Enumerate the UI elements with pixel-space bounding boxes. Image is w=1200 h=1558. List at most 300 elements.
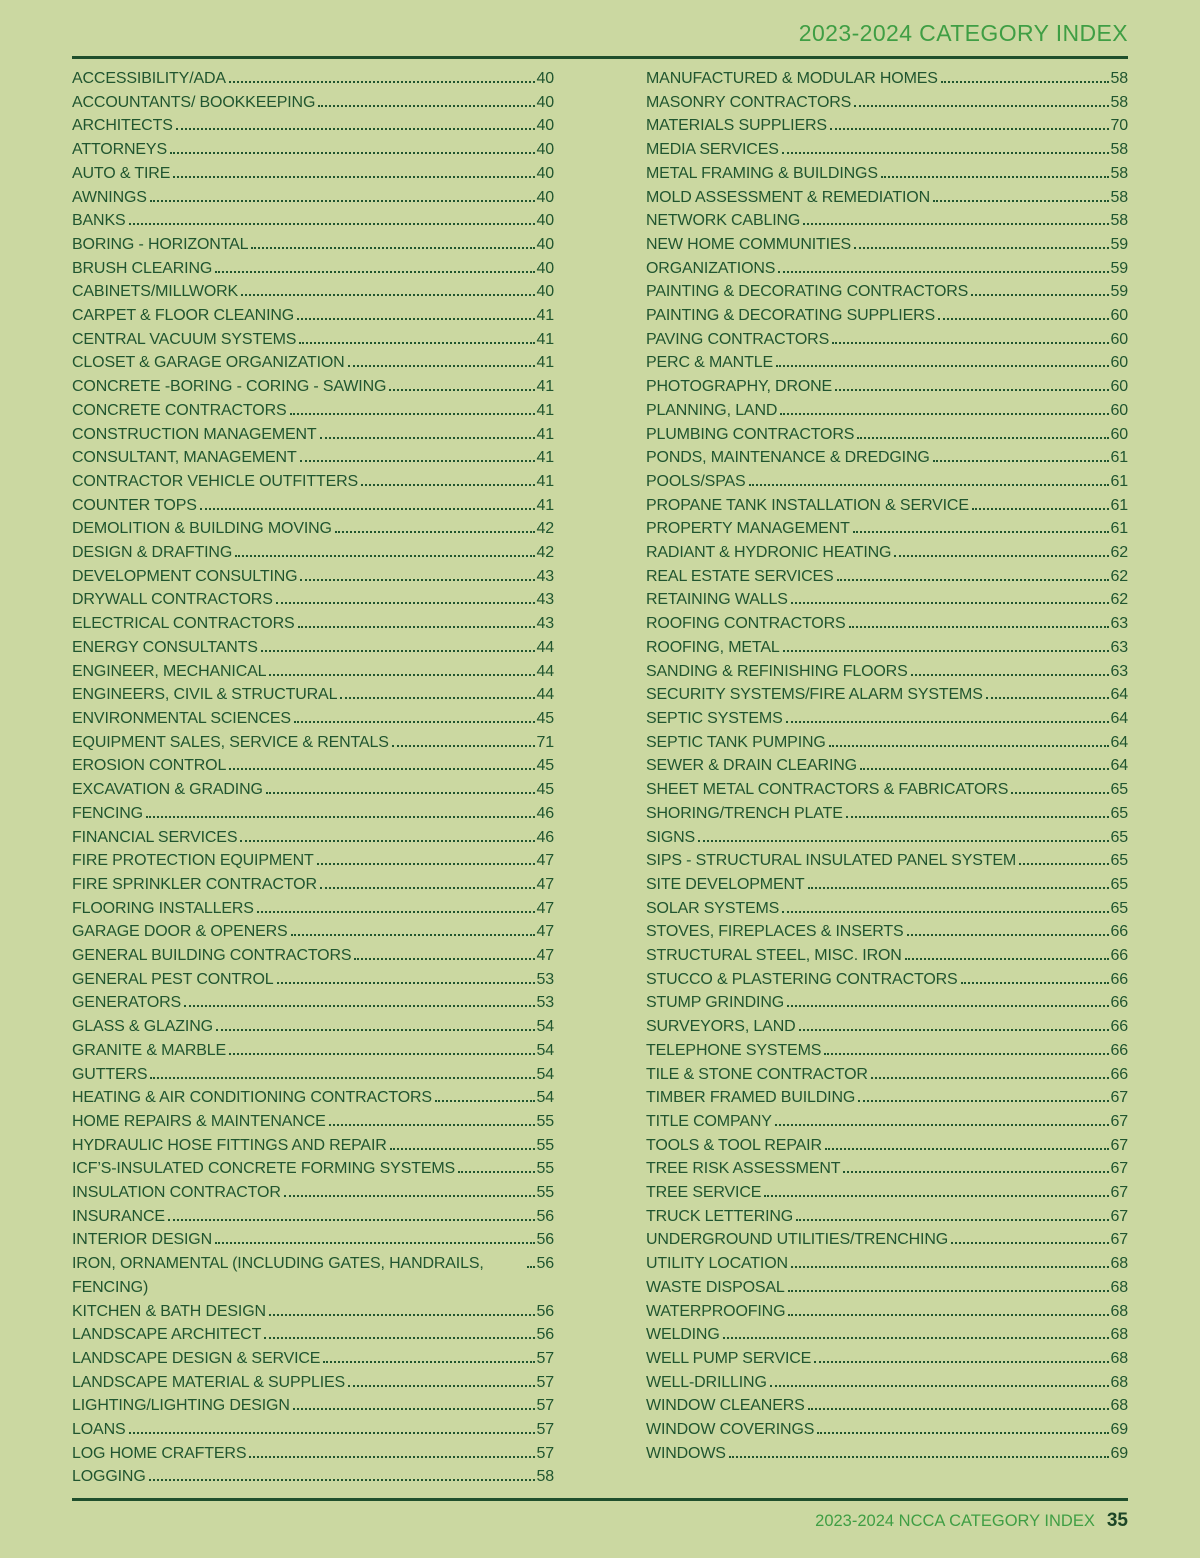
leader-dots <box>240 840 534 842</box>
index-entry <box>72 91 554 115</box>
leader-dots <box>257 911 535 913</box>
leader-dots <box>853 531 1109 533</box>
entry-label: ROOFING CONTRACTORS <box>646 615 846 633</box>
leader-dots <box>971 294 1108 296</box>
index-entry <box>72 588 554 612</box>
entry-page-number: 55 <box>536 1184 554 1202</box>
leader-dots <box>829 745 1109 747</box>
entry-page-number: 44 <box>536 638 554 656</box>
entry-page-number: 56 <box>536 1255 554 1273</box>
entry-label: PHOTOGRAPHY, DRONE <box>646 378 833 396</box>
entry-page-number: 53 <box>536 970 554 988</box>
index-entry <box>646 754 1128 778</box>
leader-dots <box>986 697 1109 699</box>
entry-page-number: 71 <box>536 733 554 751</box>
leader-dots <box>941 81 1109 83</box>
index-entry <box>72 67 554 91</box>
index-entry <box>646 517 1128 541</box>
entry-label: GUTTERS <box>72 1065 148 1083</box>
index-entry <box>72 707 554 731</box>
entry-page-number: 46 <box>536 804 554 822</box>
entry-page-number: 70 <box>1110 117 1128 135</box>
leader-dots <box>770 1385 1109 1387</box>
index-entry <box>646 731 1128 755</box>
entry-label: TREE SERVICE <box>646 1184 762 1202</box>
index-entry <box>72 1181 554 1205</box>
entry-label: WELDING <box>646 1326 720 1344</box>
entry-label: INSULATION CONTRACTOR <box>72 1184 281 1202</box>
leader-dots <box>294 721 535 723</box>
entry-page-number: 41 <box>536 425 554 443</box>
index-entry <box>72 1086 554 1110</box>
index-entry <box>646 67 1128 91</box>
leader-dots <box>791 602 1109 604</box>
entry-page-number: 61 <box>1110 520 1128 538</box>
entry-page-number: 55 <box>536 1112 554 1130</box>
leader-dots <box>825 1148 1109 1150</box>
entry-page-number: 66 <box>1110 1041 1128 1059</box>
entry-page-number: 67 <box>1110 1089 1128 1107</box>
leader-dots <box>830 128 1109 130</box>
leader-dots <box>340 697 534 699</box>
index-entry <box>646 1300 1128 1324</box>
entry-page-number: 60 <box>1110 378 1128 396</box>
leader-dots <box>458 1171 534 1173</box>
index-entry <box>646 1371 1128 1395</box>
entry-page-number: 41 <box>536 378 554 396</box>
entry-label: LOG HOME CRAFTERS <box>72 1444 247 1462</box>
entry-page-number: 40 <box>536 188 554 206</box>
index-entry <box>646 1157 1128 1181</box>
index-entry <box>72 328 554 352</box>
entry-page-number: 40 <box>536 93 554 111</box>
leader-dots <box>298 626 535 628</box>
leader-dots <box>814 1361 1108 1363</box>
entry-page-number: 66 <box>1110 1018 1128 1036</box>
entry-label: DESIGN & DRAFTING <box>72 544 233 562</box>
entry-page-number: 46 <box>536 828 554 846</box>
leader-dots <box>832 342 1108 344</box>
entry-label: INSURANCE <box>72 1207 165 1225</box>
entry-label: BORING - HORIZONTAL <box>72 235 249 253</box>
entry-label: PONDS, MAINTENANCE & DREDGING <box>646 449 930 467</box>
index-entry <box>72 186 554 210</box>
entry-page-number: 58 <box>1110 70 1128 87</box>
index-entry <box>646 1181 1128 1205</box>
index-entry <box>646 897 1128 921</box>
entry-label: ENGINEERS, CIVIL & STRUCTURAL <box>72 686 338 704</box>
entry-page-number: 61 <box>1110 472 1128 490</box>
leader-dots <box>961 982 1109 984</box>
leader-dots <box>1011 792 1108 794</box>
index-entry <box>646 683 1128 707</box>
leader-dots <box>881 176 1109 178</box>
entry-page-number: 60 <box>1110 425 1128 443</box>
index-entry <box>646 1418 1128 1442</box>
leader-dots <box>871 1077 1109 1079</box>
leader-dots <box>791 1266 1109 1268</box>
index-entry <box>646 138 1128 162</box>
leader-dots <box>176 128 535 130</box>
index-entry <box>72 1442 554 1466</box>
entry-label: METAL FRAMING & BUILDINGS <box>646 164 878 182</box>
entry-label: LANDSCAPE ARCHITECT <box>72 1326 262 1344</box>
index-entry <box>646 968 1128 992</box>
index-entry <box>646 328 1128 352</box>
index-entry <box>646 304 1128 328</box>
index-entry <box>72 897 554 921</box>
leader-dots <box>435 1100 535 1102</box>
entry-label: WELL-DRILLING <box>646 1373 767 1391</box>
entry-label: UNDERGROUND UTILITIES/TRENCHING <box>646 1231 949 1249</box>
entry-label: PERC & MANTLE <box>646 354 773 372</box>
entry-label: CARPET & FLOOR CLEANING <box>72 307 295 325</box>
leader-dots <box>776 365 1109 367</box>
index-entry <box>646 186 1128 210</box>
leader-dots <box>150 200 535 202</box>
entry-page-number: 47 <box>536 852 554 870</box>
leader-dots <box>348 1385 534 1387</box>
entry-label: FLOORING INSTALLERS <box>72 899 254 917</box>
leader-dots <box>933 460 1109 462</box>
index-entry <box>646 991 1128 1015</box>
entry-page-number: 40 <box>536 164 554 182</box>
index-entry <box>646 280 1128 304</box>
index-entry <box>72 375 554 399</box>
entry-page-number: 47 <box>536 875 554 893</box>
index-column-right <box>646 67 1128 1489</box>
leader-dots <box>788 1314 1108 1316</box>
index-entry <box>72 1063 554 1087</box>
entry-page-number: 60 <box>1110 354 1128 372</box>
leader-dots <box>860 768 1109 770</box>
entry-page-number: 65 <box>1110 828 1128 846</box>
entry-page-number: 41 <box>536 354 554 372</box>
entry-label: PAINTING & DECORATING CONTRACTORS <box>646 283 969 301</box>
entry-page-number: 65 <box>1110 875 1128 893</box>
leader-dots <box>796 1219 1108 1221</box>
index-entry <box>72 731 554 755</box>
entry-label: FINANCIAL SERVICES <box>72 828 238 846</box>
index-entry <box>72 1347 554 1371</box>
footer-text <box>72 1510 1128 1532</box>
entry-label: WINDOW COVERINGS <box>646 1421 815 1439</box>
entry-page-number: 56 <box>536 1302 554 1320</box>
index-entry <box>72 1418 554 1442</box>
page-title: 2023-2024 CATEGORY INDEX <box>798 20 1128 46</box>
entry-label: WASTE DISPOSAL <box>646 1278 785 1296</box>
leader-dots <box>229 1053 534 1055</box>
index-entry <box>72 1323 554 1347</box>
entry-page-number: 65 <box>1110 804 1128 822</box>
entry-label: WELL PUMP SERVICE <box>646 1349 812 1367</box>
entry-page-number: 59 <box>1110 283 1128 301</box>
entry-label: CENTRAL VACUUM SYSTEMS <box>72 330 297 348</box>
entry-page-number: 60 <box>1110 307 1128 325</box>
entry-page-number: 54 <box>536 1065 554 1083</box>
entry-label: LOANS <box>72 1421 126 1439</box>
leader-dots <box>300 460 535 462</box>
entry-page-number: 68 <box>1110 1373 1128 1391</box>
leader-dots <box>184 1005 534 1007</box>
entry-label: TIMBER FRAMED BUILDING <box>646 1089 856 1107</box>
entry-label: STUMP GRINDING <box>646 994 785 1012</box>
index-entry <box>72 849 554 873</box>
leader-dots <box>241 294 534 296</box>
entry-page-number: 44 <box>536 686 554 704</box>
entry-label: EXCAVATION & GRADING <box>72 781 263 799</box>
index-entry <box>646 1063 1128 1087</box>
index-entry <box>72 1205 554 1229</box>
index-entry <box>72 1228 554 1252</box>
leader-dots <box>291 934 535 936</box>
entry-page-number: 56 <box>536 1326 554 1344</box>
index-entry <box>72 470 554 494</box>
entry-page-number: 41 <box>536 401 554 419</box>
index-entry <box>646 1134 1128 1158</box>
entry-page-number: 40 <box>536 259 554 277</box>
index-entry <box>646 1252 1128 1276</box>
entry-label: PLUMBING CONTRACTORS <box>646 425 855 443</box>
leader-dots <box>215 271 534 273</box>
entry-label: GENERATORS <box>72 994 182 1012</box>
leader-dots <box>168 1219 535 1221</box>
entry-page-number: 43 <box>536 567 554 585</box>
leader-dots <box>782 152 1109 154</box>
entry-page-number: 40 <box>536 283 554 301</box>
entry-label: PAVING CONTRACTORS <box>646 330 830 348</box>
leader-dots <box>170 152 535 154</box>
leader-dots <box>300 579 534 581</box>
index-entry <box>72 565 554 589</box>
entry-page-number: 68 <box>1110 1397 1128 1415</box>
entry-page-number: 67 <box>1110 1160 1128 1178</box>
entry-page-number: 42 <box>536 544 554 562</box>
entry-label: ORGANIZATIONS <box>646 259 776 277</box>
index-entry <box>72 1039 554 1063</box>
entry-label: GENERAL BUILDING CONTRACTORS <box>72 947 352 965</box>
index-entry <box>646 375 1128 399</box>
entry-label: MASONRY CONTRACTORS <box>646 93 852 111</box>
entry-page-number: 67 <box>1110 1231 1128 1249</box>
entry-label: ICF’S-INSULATED CONCRETE FORMING SYSTEMS <box>72 1160 456 1178</box>
index-entry <box>646 541 1128 565</box>
entry-page-number: 44 <box>536 662 554 680</box>
leader-dots <box>216 1029 535 1031</box>
entry-page-number: 69 <box>1110 1444 1128 1462</box>
page-header <box>72 0 1128 47</box>
leader-dots <box>200 508 535 510</box>
entry-label: GENERAL PEST CONTROL <box>72 970 274 988</box>
entry-label: SEPTIC TANK PUMPING <box>646 733 826 751</box>
index-entry <box>646 1276 1128 1300</box>
index-entry <box>646 446 1128 470</box>
leader-dots <box>129 223 535 225</box>
leader-dots <box>276 602 535 604</box>
entry-label: TRUCK LETTERING <box>646 1207 794 1225</box>
entry-label: HEATING & AIR CONDITIONING CONTRACTORS <box>72 1089 432 1107</box>
leader-dots <box>320 887 535 889</box>
leader-dots <box>788 1290 1109 1292</box>
entry-page-number: 41 <box>536 472 554 490</box>
entry-page-number: 68 <box>1110 1349 1128 1367</box>
entry-label: EQUIPMENT SALES, SERVICE & RENTALS <box>72 733 389 751</box>
index-entry <box>646 826 1128 850</box>
entry-page-number: 62 <box>1110 544 1128 562</box>
index-entry <box>72 683 554 707</box>
index-entry <box>646 257 1128 281</box>
entry-label: TILE & STONE CONTRACTOR <box>646 1065 868 1083</box>
entry-label: AWNINGS <box>72 188 147 206</box>
entry-label: LANDSCAPE MATERIAL & SUPPLIES <box>72 1373 346 1391</box>
entry-label: NETWORK CABLING <box>646 212 801 230</box>
entry-page-number: 47 <box>536 923 554 941</box>
index-entry <box>72 1394 554 1418</box>
entry-page-number: 64 <box>1110 757 1128 775</box>
entry-label: LOGGING <box>72 1468 146 1486</box>
entry-label: CONSULTANT, MANAGEMENT <box>72 449 297 467</box>
index-entry <box>646 778 1128 802</box>
entry-label: TELEPHONE SYSTEMS <box>646 1041 822 1059</box>
entry-page-number: 53 <box>536 994 554 1012</box>
index-entry <box>646 1205 1128 1229</box>
leader-dots <box>951 1242 1108 1244</box>
index-entry <box>72 920 554 944</box>
entry-page-number: 66 <box>1110 947 1128 965</box>
entry-page-number: 57 <box>536 1373 554 1391</box>
entry-label: GARAGE DOOR & OPENERS <box>72 923 288 941</box>
entry-page-number: 68 <box>1110 1326 1128 1344</box>
entry-label: ROOFING, METAL <box>646 638 780 656</box>
leader-dots <box>348 365 535 367</box>
entry-label: GRANITE & MARBLE <box>72 1041 227 1059</box>
index-entry <box>72 138 554 162</box>
entry-page-number: 69 <box>1110 1421 1128 1439</box>
index-entry <box>646 1442 1128 1466</box>
entry-page-number: 59 <box>1110 259 1128 277</box>
entry-label: COUNTER TOPS <box>72 496 197 514</box>
index-entry <box>72 1015 554 1039</box>
leader-dots <box>150 1077 534 1079</box>
index-entry <box>72 1157 554 1181</box>
entry-label: MATERIALS SUPPLIERS <box>646 117 827 135</box>
entry-label: LIGHTING/LIGHTING DESIGN <box>72 1397 290 1415</box>
index-entry <box>72 944 554 968</box>
index-entry <box>646 1228 1128 1252</box>
index-entry <box>72 280 554 304</box>
index-columns <box>72 67 1128 1489</box>
index-entry <box>72 446 554 470</box>
entry-label: ATTORNEYS <box>72 141 167 159</box>
entry-page-number: 57 <box>536 1397 554 1415</box>
leader-dots <box>277 982 535 984</box>
leader-dots <box>293 1408 535 1410</box>
leader-dots <box>129 1432 535 1434</box>
entry-page-number: 58 <box>1110 164 1128 182</box>
leader-dots <box>857 437 1108 439</box>
index-entry <box>72 991 554 1015</box>
entry-label: SOLAR SYSTEMS <box>646 899 780 917</box>
leader-dots <box>389 389 534 391</box>
entry-label: DEVELOPMENT CONSULTING <box>72 567 298 585</box>
index-entry <box>72 494 554 518</box>
entry-page-number: 54 <box>536 1018 554 1036</box>
leader-dots <box>803 223 1108 225</box>
entry-label: POOLS/SPAS <box>646 472 746 490</box>
entry-label: FIRE PROTECTION EQUIPMENT <box>72 852 314 870</box>
entry-page-number: 67 <box>1110 1112 1128 1130</box>
entry-label: PROPERTY MANAGEMENT <box>646 520 850 538</box>
leader-dots <box>335 531 535 533</box>
leader-dots <box>808 1408 1109 1410</box>
entry-label: RETAINING WALLS <box>646 591 788 609</box>
leader-dots <box>846 816 1109 818</box>
entry-page-number: 59 <box>1110 235 1128 253</box>
index-entry <box>646 1086 1128 1110</box>
leader-dots <box>787 1005 1108 1007</box>
page-footer <box>72 1498 1128 1532</box>
entry-label: ARCHITECTS <box>72 117 173 135</box>
index-entry <box>646 944 1128 968</box>
entry-page-number: 41 <box>536 307 554 325</box>
entry-label: CONTRACTOR VEHICLE OUTFITTERS <box>72 472 359 490</box>
entry-label: FENCING <box>72 804 143 822</box>
entry-page-number: 41 <box>536 496 554 514</box>
entry-label: WINDOW CLEANERS <box>646 1397 805 1415</box>
leader-dots <box>837 579 1109 581</box>
entry-page-number: 42 <box>536 520 554 538</box>
leader-dots <box>149 1479 535 1481</box>
index-entry <box>72 209 554 233</box>
leader-dots <box>799 1029 1109 1031</box>
entry-label: TITLE COMPANY <box>646 1112 772 1130</box>
index-entry <box>646 1394 1128 1418</box>
entry-page-number: 65 <box>1110 899 1128 917</box>
entry-page-number: 43 <box>536 615 554 633</box>
entry-label: EROSION CONTROL <box>72 757 227 775</box>
index-entry <box>646 660 1128 684</box>
leader-dots <box>729 1456 1109 1458</box>
index-entry <box>646 588 1128 612</box>
index-entry <box>646 114 1128 138</box>
entry-label: SEPTIC SYSTEMS <box>646 709 783 727</box>
index-entry <box>72 612 554 636</box>
entry-page-number: 60 <box>1110 330 1128 348</box>
index-entry <box>646 1015 1128 1039</box>
entry-page-number: 62 <box>1110 567 1128 585</box>
entry-label: REAL ESTATE SERVICES <box>646 567 834 585</box>
index-entry <box>72 399 554 423</box>
leader-dots <box>390 1148 535 1150</box>
entry-label: KITCHEN & BATH DESIGN <box>72 1302 266 1320</box>
entry-page-number: 47 <box>536 947 554 965</box>
entry-page-number: 41 <box>536 449 554 467</box>
entry-label: TREE RISK ASSESSMENT <box>646 1160 841 1178</box>
index-entry <box>72 1465 554 1489</box>
entry-page-number: 40 <box>536 212 554 230</box>
entry-page-number: 64 <box>1110 733 1128 751</box>
leader-dots <box>854 247 1109 249</box>
entry-label: ACCOUNTANTS/ BOOKKEEPING <box>72 93 316 111</box>
index-entry <box>72 351 554 375</box>
leader-dots <box>824 1053 1108 1055</box>
index-entry <box>72 517 554 541</box>
index-entry <box>72 162 554 186</box>
entry-label: MANUFACTURED & MODULAR HOMES <box>646 70 938 87</box>
index-entry <box>72 802 554 826</box>
entry-label: ENGINEER, MECHANICAL <box>72 662 267 680</box>
entry-label: WINDOWS <box>646 1444 726 1462</box>
